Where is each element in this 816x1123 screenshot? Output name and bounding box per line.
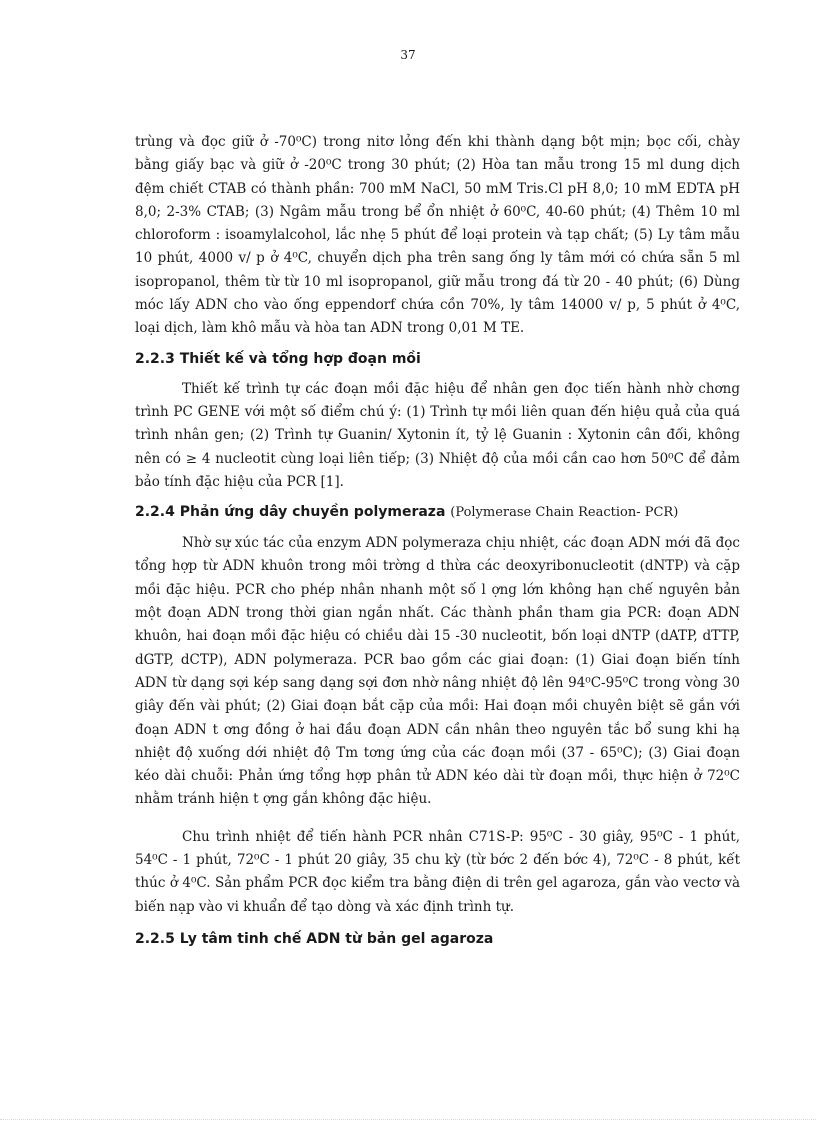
section-heading-pcr: [135, 502, 740, 523]
paragraph-dna-extraction: trùng và đọc giữ ở -70⁰C) trong nitơ lỏng đến khi thành dạng bột mịn; bọc cối, chày bằng giấy bạc và giữ ở -20⁰C trong 30 phút; (2) Hòa tan mẫu trong 15 ml dung dịch đệm chiết CTAB có thành phần: 700 mM NaCl, 50 mM Tris.Cl pH 8,0; 10 mM EDTA pH 8,0; 2-3% CTAB; (3) Ngâm mẫu trong bể ổn nhiệt ở 60⁰C, 40-60 phút; (4) Thêm 10 ml chloroform : isoamylalcohol, lắc nhẹ 5 phút để loại protein và tạp chất; (5) Ly tâm mẫu 10 phút, 4000 v/ p ở 4⁰C, chuyển dịch pha trên sang ống ly tâm mới có chứa sẵn 5 ml isopropanol, thêm từ từ 10 ml isopropanol, giữ mẫu trong đá từ 20 - 40 phút; (6) Dùng móc lấy ADN cho vào ống eppendorf chứa cồn 70%, ly tâm 14000 v/ p, 5 phút ở 4⁰C, loại dịch, làm khô mẫu và hòa tan ADN trong 0,01 M TE.: [135, 134, 740, 337]
page-bottom-divider: [0, 1119, 816, 1120]
paragraph-pcr-cycle: Chu trình nhiệt để tiến hành PCR nhân C71S-P: 95⁰C - 30 giây, 95⁰C - 1 phút, 54⁰C - 1 phút, 72⁰C - 1 phút 20 giây, 35 chu kỳ (từ bớc 2 đến bớc 4), 72⁰C - 8 phút, kết thúc ở 4⁰C. Sản phẩm PCR đọc kiểm tra bằng điện di trên gel agaroza, gắn vào vectơ và biến nạp vào vi khuẩn để tạo dòng và xác định trình tự.: [135, 828, 740, 915]
section-heading-gel-purification: [135, 929, 740, 949]
paragraph-pcr-overview: Nhờ sự xúc tác của enzym ADN polymeraza chịu nhiệt, các đoạn ADN mới đã đọc tổng hợp từ ADN khuôn trong môi trờng d thừa các deoxyribonucleotit (dNTP) và cặp mồi đặc hiệu. PCR cho phép nhân nhanh một số l ợng lớn không hạn chế nguyên bản một đoạn ADN trong thời gian ngắn nhất. Các thành phần tham gia PCR: đoạn ADN khuôn, hai đoạn mồi đặc hiệu có chiều dài 15 -30 nucleotit, bốn loại dNTP (dATP, dTTP, dGTP, dCTP), ADN polymeraza. PCR bao gồm các giai đoạn: (1) Giai đoạn biến tính ADN từ dạng sợi kép sang dạng sợi đơn nhờ nâng nhiệt độ lên 94⁰C-95⁰C trong vòng 30 giây đến vài phút; (2) Giai đoạn bắt cặp của mồi: Hai đoạn mồi chuyên biệt sẽ gắn với đoạn ADN t ơng đồng ở hai đầu đoạn ADN cần nhân theo nguyên tắc bổ sung khi hạ nhiệt độ xuống dới nhiệt độ Tm tơng ứng của các đoạn mồi (37 - 65⁰C); (3) Giai đoạn kéo dài chuỗi: Phản ứng tổng hợp phân tử ADN kéo dài từ đoạn mồi, thực hiện ở 72⁰C nhằm tránh hiện t ợng gắn không đặc hiệu.: [135, 535, 740, 808]
page-number: 37: [400, 48, 416, 62]
document-body: [135, 131, 740, 949]
section-heading-primer-design: [135, 349, 740, 369]
heading-text: 2.2.3 Thiết kế và tổng hợp đoạn mồi: [135, 350, 421, 367]
heading-text: 2.2.5 Ly tâm tinh chế ADN từ bản gel agaroza: [135, 930, 494, 947]
paragraph-primer-design: Thiết kế trình tự các đoạn mồi đặc hiệu để nhân gen đọc tiến hành nhờ chơng trình PC GENE với một số điểm chú ý: (1) Trình tự mồi liên quan đến hiệu quả của quá trình nhân gen; (2) Trình tự Guanin/ Xytonin ít, tỷ lệ Guanin : Xytonin cân đối, không nên có ≥ 4 nucleotit cùng loại liên tiếp; (3) Nhiệt độ của mồi cần cao hơn 50⁰C để đảm bảo tính đặc hiệu của PCR [1].: [135, 380, 740, 490]
heading-text: 2.2.4 Phản ứng dây chuyền polymeraza: [135, 504, 446, 521]
heading-subtitle: (Polymerase Chain Reaction- PCR): [450, 505, 679, 521]
